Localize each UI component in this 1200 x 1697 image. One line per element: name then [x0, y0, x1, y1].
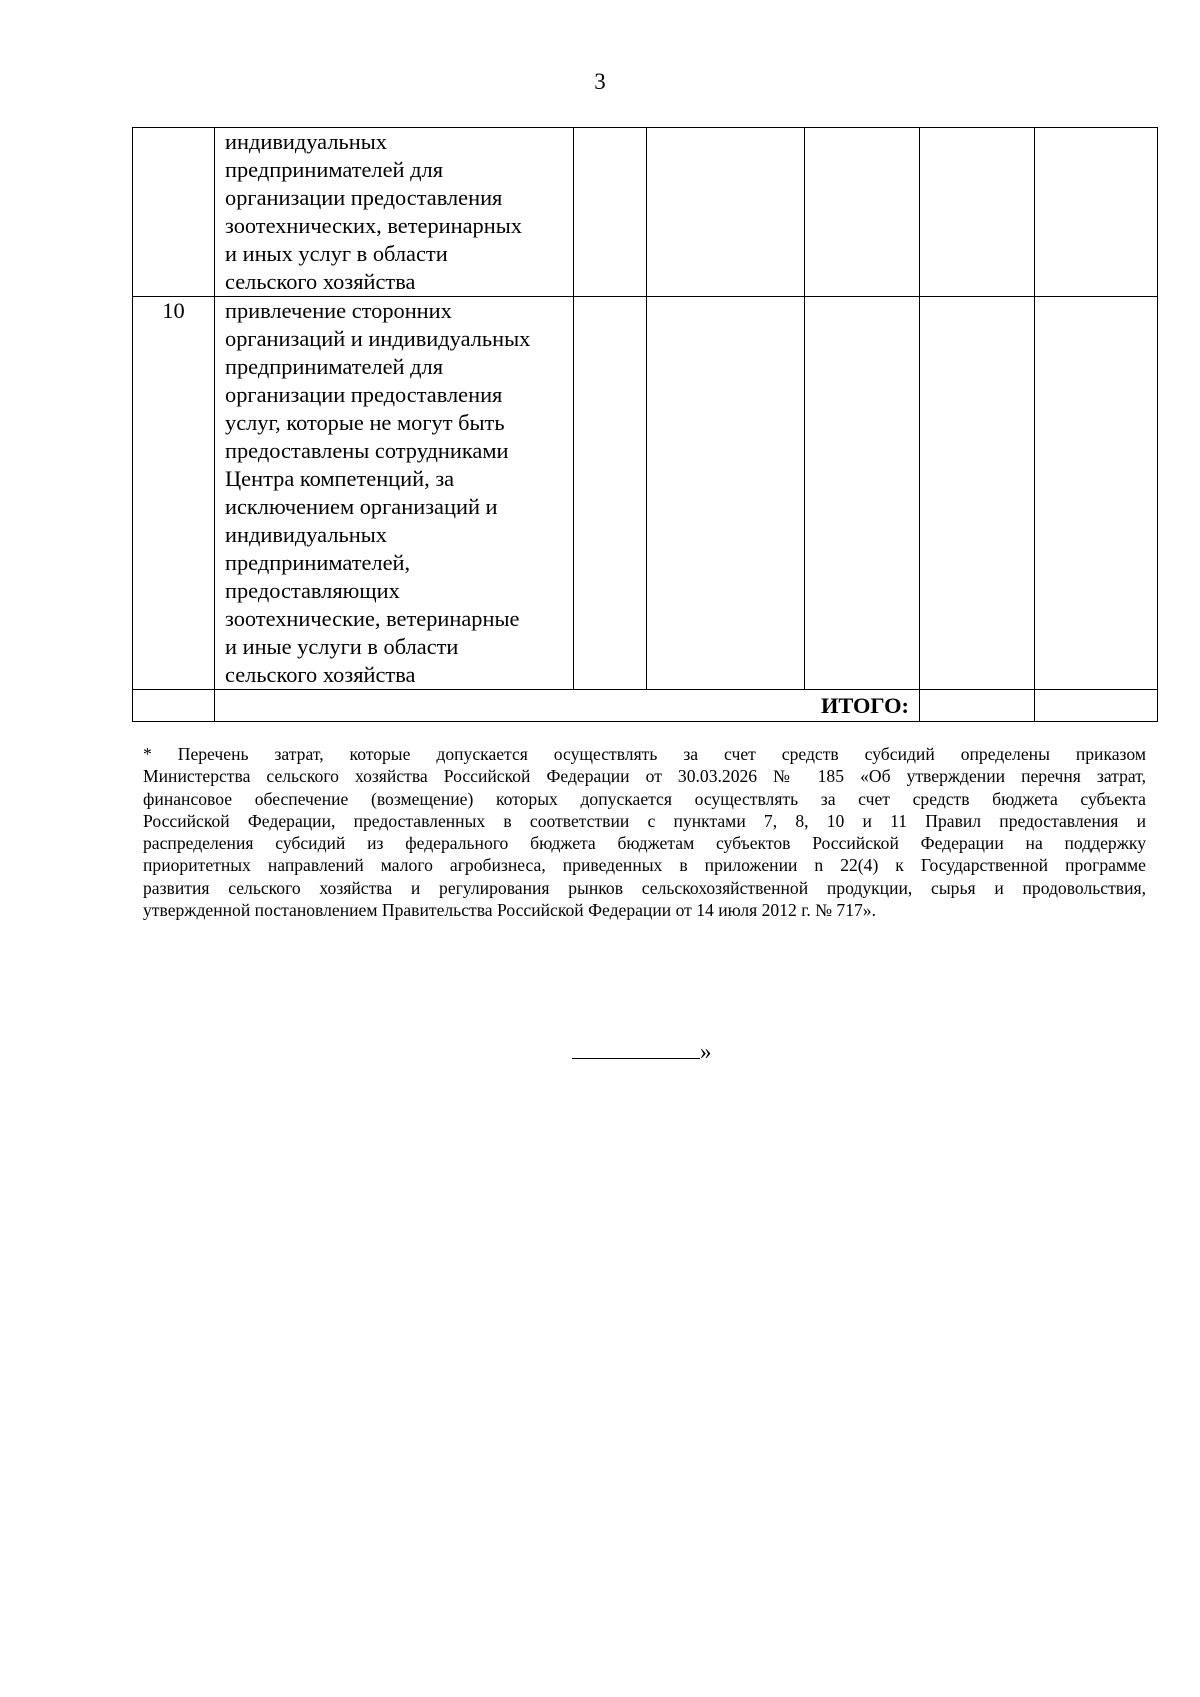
footnote [143, 743, 1146, 921]
empty-cell [647, 297, 805, 690]
description-line: сельского хозяйства [225, 269, 416, 294]
total-row [133, 690, 1158, 722]
description-line: предоставлены сотрудниками [225, 438, 509, 463]
cost-table [132, 127, 1158, 722]
row-description-cell [215, 128, 574, 297]
footnote-line: Российской Федерации, предоставленных в соответствии с пунктами 7, 8, 10 и 11 Правил предоставления и [143, 810, 1146, 831]
row-number-cell [133, 128, 215, 297]
footnote-line: утвержденной постановлением Правительства Российской Федерации от 14 июля 2012 г. № 717». [143, 900, 877, 921]
description-line: и иные услуги в области [225, 634, 459, 659]
signature-underline [572, 1034, 700, 1059]
table-row [133, 128, 1158, 297]
description-line: индивидуальных [225, 522, 387, 547]
empty-cell [1035, 128, 1158, 297]
empty-cell [574, 297, 647, 690]
footnote-line: распределения субсидий из федерального бюджета бюджетам субъектов Российской Федерации на поддержку [143, 833, 1146, 854]
description-line: зоотехнических, ветеринарных [225, 213, 522, 238]
page-number: 3 [594, 69, 606, 94]
description-line: организации предоставления [225, 185, 503, 210]
row-description-cell [215, 297, 574, 690]
empty-cell [920, 297, 1035, 690]
footnote-line: развития сельского хозяйства и регулирования рынков сельскохозяйственной продукции, сырья и продовольствия, [143, 877, 1146, 898]
description-line: Центра компетенций, за [225, 466, 455, 491]
description-line: услуг, которые не могут быть [225, 410, 505, 435]
description-line: предпринимателей, [225, 550, 411, 575]
empty-cell [805, 297, 920, 690]
description-line: и иных услуг в области [225, 241, 448, 266]
empty-cell [1035, 297, 1158, 690]
footnote-line: финансовое обеспечение (возмещение) которых допускается осуществлять за счет средств бюджета субъекта [143, 788, 1146, 809]
description-line: исключением организаций и [225, 494, 498, 519]
description-line: зоотехнические, ветеринарные [225, 606, 520, 631]
description-line: предоставляющих [225, 578, 400, 603]
description-line: организаций и индивидуальных [225, 326, 531, 351]
empty-cell [574, 128, 647, 297]
description-line: организации предоставления [225, 382, 503, 407]
description-line: предпринимателей для [225, 157, 443, 182]
closing-mark [572, 1034, 712, 1067]
empty-cell [133, 690, 215, 722]
empty-cell [647, 128, 805, 297]
total-label: ИТОГО: [215, 690, 920, 722]
table-row [133, 297, 1158, 690]
row-number-cell: 10 [133, 297, 215, 690]
footnote-line: приоритетных направлений малого агробизнеса, приведенных в приложении n 22(4) к Государственной программе [143, 855, 1146, 876]
footnote-line: * Перечень затрат, которые допускается осуществлять за счет средств субсидий определены приказом [143, 744, 1146, 764]
description-line: предпринимателей для [225, 354, 443, 379]
description-line: привлечение сторонних [225, 298, 452, 323]
empty-cell [805, 128, 920, 297]
total-value-cell [1035, 690, 1158, 722]
description-line: сельского хозяйства [225, 662, 416, 687]
description-line: индивидуальных [225, 129, 387, 154]
footnote-line: Министерства сельского хозяйства Российской Федерации от 30.03.2026 № 185 «Об утверждении перечня затрат, [143, 766, 1146, 787]
total-value-cell [920, 690, 1035, 722]
empty-cell [920, 128, 1035, 297]
closing-quote: » [700, 1039, 712, 1064]
